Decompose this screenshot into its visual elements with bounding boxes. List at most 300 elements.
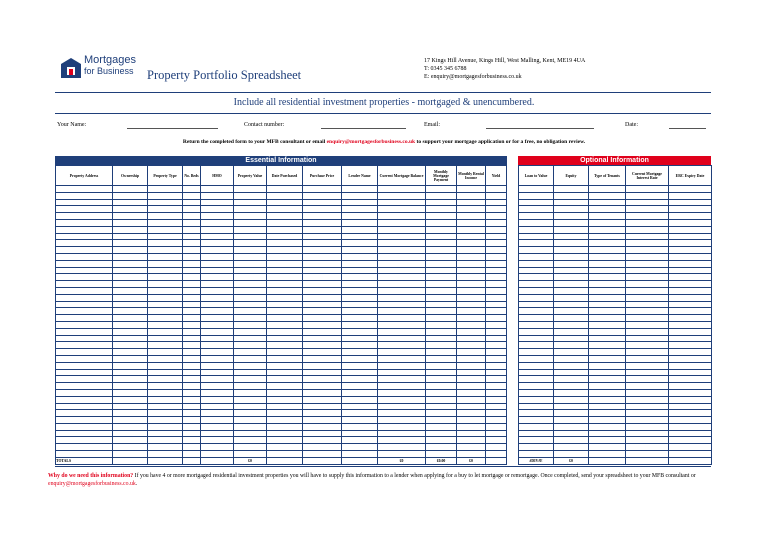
data-cell[interactable] [519,240,554,247]
data-cell[interactable] [669,328,712,335]
contact-number-field[interactable] [321,128,406,129]
data-cell[interactable] [342,294,378,301]
data-cell[interactable] [669,430,712,437]
data-cell[interactable] [183,213,201,220]
data-cell[interactable] [486,335,507,342]
data-cell[interactable] [113,247,148,254]
data-cell[interactable] [148,301,183,308]
data-cell[interactable] [554,315,589,322]
data-cell[interactable] [148,294,183,301]
data-cell[interactable] [342,417,378,424]
data-cell[interactable] [148,444,183,451]
data-cell[interactable] [183,199,201,206]
data-cell[interactable] [554,192,589,199]
data-cell[interactable] [183,274,201,281]
data-cell[interactable] [113,335,148,342]
data-cell[interactable] [626,213,669,220]
data-cell[interactable] [669,186,712,193]
data-cell[interactable] [519,301,554,308]
data-cell[interactable] [113,240,148,247]
data-cell[interactable] [519,226,554,233]
data-cell[interactable] [519,410,554,417]
data-cell[interactable] [554,383,589,390]
data-cell[interactable] [626,206,669,213]
data-cell[interactable] [426,437,457,444]
data-cell[interactable] [183,423,201,430]
data-cell[interactable] [303,294,342,301]
data-cell[interactable] [486,430,507,437]
data-cell[interactable] [669,451,712,458]
data-cell[interactable] [589,247,626,254]
data-cell[interactable] [554,335,589,342]
data-cell[interactable] [519,260,554,267]
data-cell[interactable] [303,213,342,220]
data-cell[interactable] [113,253,148,260]
data-cell[interactable] [148,430,183,437]
data-cell[interactable] [486,281,507,288]
data-cell[interactable] [56,451,113,458]
data-cell[interactable] [56,253,113,260]
data-cell[interactable] [56,328,113,335]
data-cell[interactable] [426,315,457,322]
data-cell[interactable] [342,219,378,226]
data-cell[interactable] [486,451,507,458]
data-cell[interactable] [201,349,234,356]
data-cell[interactable] [486,226,507,233]
data-cell[interactable] [378,240,426,247]
data-cell[interactable] [457,226,486,233]
data-cell[interactable] [669,369,712,376]
data-cell[interactable] [234,199,267,206]
data-cell[interactable] [303,349,342,356]
data-cell[interactable] [457,328,486,335]
data-cell[interactable] [486,315,507,322]
data-cell[interactable] [554,226,589,233]
data-cell[interactable] [183,192,201,199]
data-cell[interactable] [267,219,303,226]
data-cell[interactable] [342,430,378,437]
data-cell[interactable] [486,186,507,193]
data-cell[interactable] [378,233,426,240]
data-cell[interactable] [303,199,342,206]
data-cell[interactable] [148,253,183,260]
data-cell[interactable] [378,383,426,390]
data-cell[interactable] [234,321,267,328]
data-cell[interactable] [626,362,669,369]
data-cell[interactable] [378,213,426,220]
data-cell[interactable] [486,444,507,451]
data-cell[interactable] [457,362,486,369]
data-cell[interactable] [234,355,267,362]
data-cell[interactable] [267,253,303,260]
data-cell[interactable] [626,389,669,396]
data-cell[interactable] [626,260,669,267]
data-cell[interactable] [183,315,201,322]
data-cell[interactable] [201,219,234,226]
data-cell[interactable] [342,342,378,349]
data-cell[interactable] [56,369,113,376]
data-cell[interactable] [426,267,457,274]
data-cell[interactable] [669,417,712,424]
data-cell[interactable] [426,192,457,199]
data-cell[interactable] [201,192,234,199]
data-cell[interactable] [201,233,234,240]
data-cell[interactable] [457,308,486,315]
data-cell[interactable] [303,362,342,369]
data-cell[interactable] [378,206,426,213]
data-cell[interactable] [183,267,201,274]
data-cell[interactable] [589,233,626,240]
data-cell[interactable] [486,253,507,260]
data-cell[interactable] [234,186,267,193]
data-cell[interactable] [626,369,669,376]
data-cell[interactable] [234,315,267,322]
data-cell[interactable] [589,355,626,362]
data-cell[interactable] [669,396,712,403]
data-cell[interactable] [457,437,486,444]
data-cell[interactable] [201,355,234,362]
data-cell[interactable] [113,355,148,362]
data-cell[interactable] [554,342,589,349]
data-cell[interactable] [426,328,457,335]
data-cell[interactable] [267,294,303,301]
data-cell[interactable] [378,342,426,349]
data-cell[interactable] [486,301,507,308]
data-cell[interactable] [113,423,148,430]
data-cell[interactable] [669,267,712,274]
data-cell[interactable] [486,355,507,362]
data-cell[interactable] [148,321,183,328]
your-name-field[interactable] [127,128,218,129]
data-cell[interactable] [554,396,589,403]
data-cell[interactable] [342,335,378,342]
data-cell[interactable] [669,199,712,206]
data-cell[interactable] [669,253,712,260]
data-cell[interactable] [56,321,113,328]
data-cell[interactable] [378,260,426,267]
data-cell[interactable] [626,349,669,356]
data-cell[interactable] [519,355,554,362]
data-cell[interactable] [267,240,303,247]
data-cell[interactable] [626,444,669,451]
data-cell[interactable] [56,335,113,342]
data-cell[interactable] [148,247,183,254]
data-cell[interactable] [486,437,507,444]
data-cell[interactable] [554,274,589,281]
data-cell[interactable] [486,199,507,206]
data-cell[interactable] [234,253,267,260]
data-cell[interactable] [56,274,113,281]
data-cell[interactable] [342,274,378,281]
data-cell[interactable] [267,226,303,233]
data-cell[interactable] [303,335,342,342]
data-cell[interactable] [519,294,554,301]
data-cell[interactable] [113,342,148,349]
data-cell[interactable] [519,328,554,335]
data-cell[interactable] [148,396,183,403]
data-cell[interactable] [267,410,303,417]
data-cell[interactable] [234,213,267,220]
data-cell[interactable] [113,349,148,356]
data-cell[interactable] [234,328,267,335]
data-cell[interactable] [378,315,426,322]
data-cell[interactable] [342,423,378,430]
data-cell[interactable] [267,403,303,410]
data-cell[interactable] [486,376,507,383]
data-cell[interactable] [183,430,201,437]
data-cell[interactable] [183,294,201,301]
data-cell[interactable] [626,199,669,206]
data-cell[interactable] [267,308,303,315]
data-cell[interactable] [519,335,554,342]
data-cell[interactable] [201,321,234,328]
data-cell[interactable] [234,267,267,274]
data-cell[interactable] [267,383,303,390]
data-cell[interactable] [426,349,457,356]
data-cell[interactable] [183,260,201,267]
footer-email-link[interactable]: enquiry@mortgagesforbusiness.co.uk [48,481,136,487]
data-cell[interactable] [342,383,378,390]
data-cell[interactable] [234,362,267,369]
data-cell[interactable] [519,287,554,294]
data-cell[interactable] [201,206,234,213]
data-cell[interactable] [113,186,148,193]
data-cell[interactable] [519,213,554,220]
data-cell[interactable] [589,430,626,437]
data-cell[interactable] [669,342,712,349]
data-cell[interactable] [56,383,113,390]
data-cell[interactable] [234,423,267,430]
data-cell[interactable] [626,186,669,193]
data-cell[interactable] [589,410,626,417]
data-cell[interactable] [234,308,267,315]
data-cell[interactable] [56,247,113,254]
data-cell[interactable] [626,274,669,281]
data-cell[interactable] [554,376,589,383]
data-cell[interactable] [457,396,486,403]
data-cell[interactable] [378,355,426,362]
data-cell[interactable] [519,362,554,369]
data-cell[interactable] [342,437,378,444]
data-cell[interactable] [486,240,507,247]
data-cell[interactable] [426,396,457,403]
data-cell[interactable] [183,253,201,260]
data-cell[interactable] [589,240,626,247]
data-cell[interactable] [669,403,712,410]
data-cell[interactable] [426,430,457,437]
data-cell[interactable] [113,410,148,417]
data-cell[interactable] [457,383,486,390]
data-cell[interactable] [303,321,342,328]
data-cell[interactable] [148,383,183,390]
data-cell[interactable] [589,335,626,342]
data-cell[interactable] [378,328,426,335]
data-cell[interactable] [457,342,486,349]
data-cell[interactable] [56,281,113,288]
data-cell[interactable] [56,417,113,424]
data-cell[interactable] [342,321,378,328]
data-cell[interactable] [554,437,589,444]
data-cell[interactable] [554,355,589,362]
data-cell[interactable] [234,444,267,451]
data-cell[interactable] [626,247,669,254]
data-cell[interactable] [426,444,457,451]
data-cell[interactable] [201,383,234,390]
data-cell[interactable] [113,287,148,294]
data-cell[interactable] [589,186,626,193]
data-cell[interactable] [267,199,303,206]
data-cell[interactable] [113,403,148,410]
data-cell[interactable] [303,342,342,349]
data-cell[interactable] [426,260,457,267]
data-cell[interactable] [56,355,113,362]
data-cell[interactable] [486,287,507,294]
data-cell[interactable] [426,423,457,430]
data-cell[interactable] [378,417,426,424]
data-cell[interactable] [342,362,378,369]
data-cell[interactable] [267,281,303,288]
data-cell[interactable] [378,335,426,342]
data-cell[interactable] [589,308,626,315]
data-cell[interactable] [148,342,183,349]
data-cell[interactable] [457,199,486,206]
data-cell[interactable] [626,315,669,322]
data-cell[interactable] [486,260,507,267]
data-cell[interactable] [267,247,303,254]
data-cell[interactable] [486,383,507,390]
data-cell[interactable] [303,403,342,410]
data-cell[interactable] [56,410,113,417]
data-cell[interactable] [457,294,486,301]
data-cell[interactable] [486,219,507,226]
data-cell[interactable] [234,342,267,349]
data-cell[interactable] [457,219,486,226]
data-cell[interactable] [589,253,626,260]
data-cell[interactable] [303,287,342,294]
data-cell[interactable] [554,206,589,213]
data-cell[interactable] [113,315,148,322]
data-cell[interactable] [626,253,669,260]
data-cell[interactable] [183,186,201,193]
data-cell[interactable] [113,226,148,233]
data-cell[interactable] [342,206,378,213]
data-cell[interactable] [183,355,201,362]
data-cell[interactable] [457,192,486,199]
data-cell[interactable] [342,389,378,396]
data-cell[interactable] [201,294,234,301]
data-cell[interactable] [148,287,183,294]
data-cell[interactable] [148,335,183,342]
data-cell[interactable] [234,219,267,226]
data-cell[interactable] [303,376,342,383]
data-cell[interactable] [148,437,183,444]
data-cell[interactable] [426,274,457,281]
data-cell[interactable] [426,403,457,410]
data-cell[interactable] [148,213,183,220]
data-cell[interactable] [303,281,342,288]
data-cell[interactable] [519,451,554,458]
data-cell[interactable] [626,437,669,444]
data-cell[interactable] [234,437,267,444]
data-cell[interactable] [201,287,234,294]
date-field[interactable] [669,128,706,129]
data-cell[interactable] [201,281,234,288]
data-cell[interactable] [56,342,113,349]
data-cell[interactable] [457,403,486,410]
data-cell[interactable] [342,287,378,294]
data-cell[interactable] [113,294,148,301]
data-cell[interactable] [486,342,507,349]
data-cell[interactable] [519,247,554,254]
data-cell[interactable] [589,281,626,288]
data-cell[interactable] [113,233,148,240]
data-cell[interactable] [589,342,626,349]
data-cell[interactable] [148,315,183,322]
data-cell[interactable] [234,451,267,458]
data-cell[interactable] [519,253,554,260]
data-cell[interactable] [626,226,669,233]
data-cell[interactable] [201,437,234,444]
data-cell[interactable] [234,396,267,403]
data-cell[interactable] [234,389,267,396]
data-cell[interactable] [201,186,234,193]
data-cell[interactable] [183,301,201,308]
data-cell[interactable] [426,321,457,328]
data-cell[interactable] [56,260,113,267]
data-cell[interactable] [303,430,342,437]
data-cell[interactable] [234,233,267,240]
data-cell[interactable] [113,199,148,206]
data-cell[interactable] [669,423,712,430]
data-cell[interactable] [148,423,183,430]
data-cell[interactable] [303,396,342,403]
data-cell[interactable] [201,315,234,322]
data-cell[interactable] [378,369,426,376]
data-cell[interactable] [56,444,113,451]
data-cell[interactable] [519,383,554,390]
data-cell[interactable] [669,247,712,254]
data-cell[interactable] [234,192,267,199]
data-cell[interactable] [303,219,342,226]
data-cell[interactable] [113,206,148,213]
data-cell[interactable] [519,423,554,430]
data-cell[interactable] [342,369,378,376]
data-cell[interactable] [426,213,457,220]
data-cell[interactable] [426,281,457,288]
data-cell[interactable] [519,444,554,451]
data-cell[interactable] [183,437,201,444]
data-cell[interactable] [303,369,342,376]
data-cell[interactable] [554,219,589,226]
data-cell[interactable] [183,396,201,403]
data-cell[interactable] [267,437,303,444]
data-cell[interactable] [457,281,486,288]
data-cell[interactable] [201,213,234,220]
data-cell[interactable] [56,199,113,206]
data-cell[interactable] [56,403,113,410]
data-cell[interactable] [519,186,554,193]
data-cell[interactable] [626,192,669,199]
data-cell[interactable] [183,389,201,396]
data-cell[interactable] [56,430,113,437]
data-cell[interactable] [589,301,626,308]
data-cell[interactable] [669,389,712,396]
data-cell[interactable] [183,369,201,376]
data-cell[interactable] [426,219,457,226]
data-cell[interactable] [267,260,303,267]
data-cell[interactable] [669,315,712,322]
data-cell[interactable] [201,260,234,267]
